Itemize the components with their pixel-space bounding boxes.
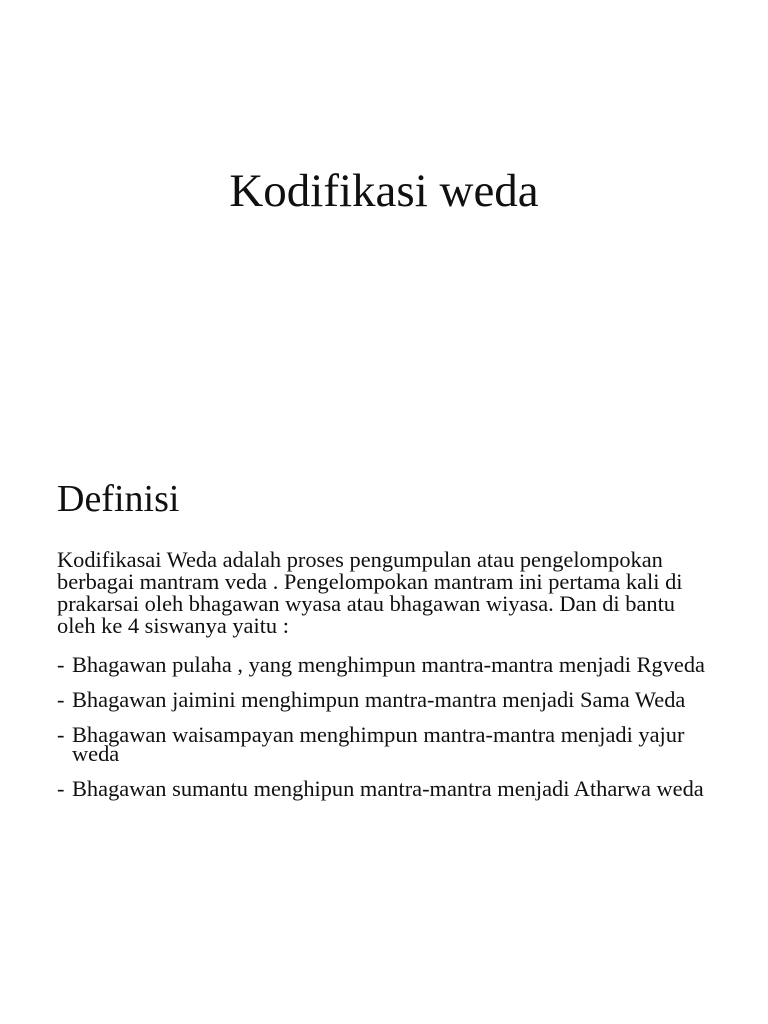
paragraph-line: berbagai mantram veda . Pengelompokan mantram ini pertama kali di xyxy=(57,569,683,594)
bullet-text xyxy=(72,722,727,766)
bullet-item-rgveda xyxy=(57,652,727,677)
bullet-text xyxy=(72,687,727,712)
bullet-text xyxy=(72,776,727,801)
paragraph-line: Kodifikasai Weda adalah proses pengumpulan atau pengelompokan xyxy=(57,547,663,572)
slide-title: Kodifikasi weda xyxy=(229,165,539,217)
definition-paragraph xyxy=(57,549,713,637)
bullet-line: Bhagawan pulaha , yang menghimpun mantra-mantra menjadi Rgveda xyxy=(72,652,705,677)
bullet-line: Bhagawan jaimini menghimpun mantra-mantra menjadi Sama Weda xyxy=(72,687,686,712)
bullet-line: weda xyxy=(72,741,120,766)
paragraph-line: oleh ke 4 siswanya yaitu : xyxy=(57,613,289,638)
bullet-item-atharwa-weda xyxy=(57,776,727,801)
bullet-line: Bhagawan sumantu menghipun mantra-mantra menjadi Atharwa weda xyxy=(72,776,704,801)
bullet-line: Bhagawan waisampayan menghimpun mantra-mantra menjadi yajur xyxy=(72,722,685,747)
paragraph-line: prakarsai oleh bhagawan wyasa atau bhagawan wiyasa. Dan di bantu xyxy=(57,591,675,616)
bullet-marker: - xyxy=(57,687,65,712)
bullet-item-yajur-weda xyxy=(57,722,727,766)
bullet-marker: - xyxy=(57,652,65,677)
bullet-item-sama-weda xyxy=(57,687,727,712)
bullet-text xyxy=(72,652,727,677)
bullet-marker: - xyxy=(57,776,65,801)
bullet-marker: - xyxy=(57,722,65,747)
disciples-bullet-list xyxy=(57,652,727,814)
section-heading-definisi: Definisi xyxy=(57,478,180,520)
